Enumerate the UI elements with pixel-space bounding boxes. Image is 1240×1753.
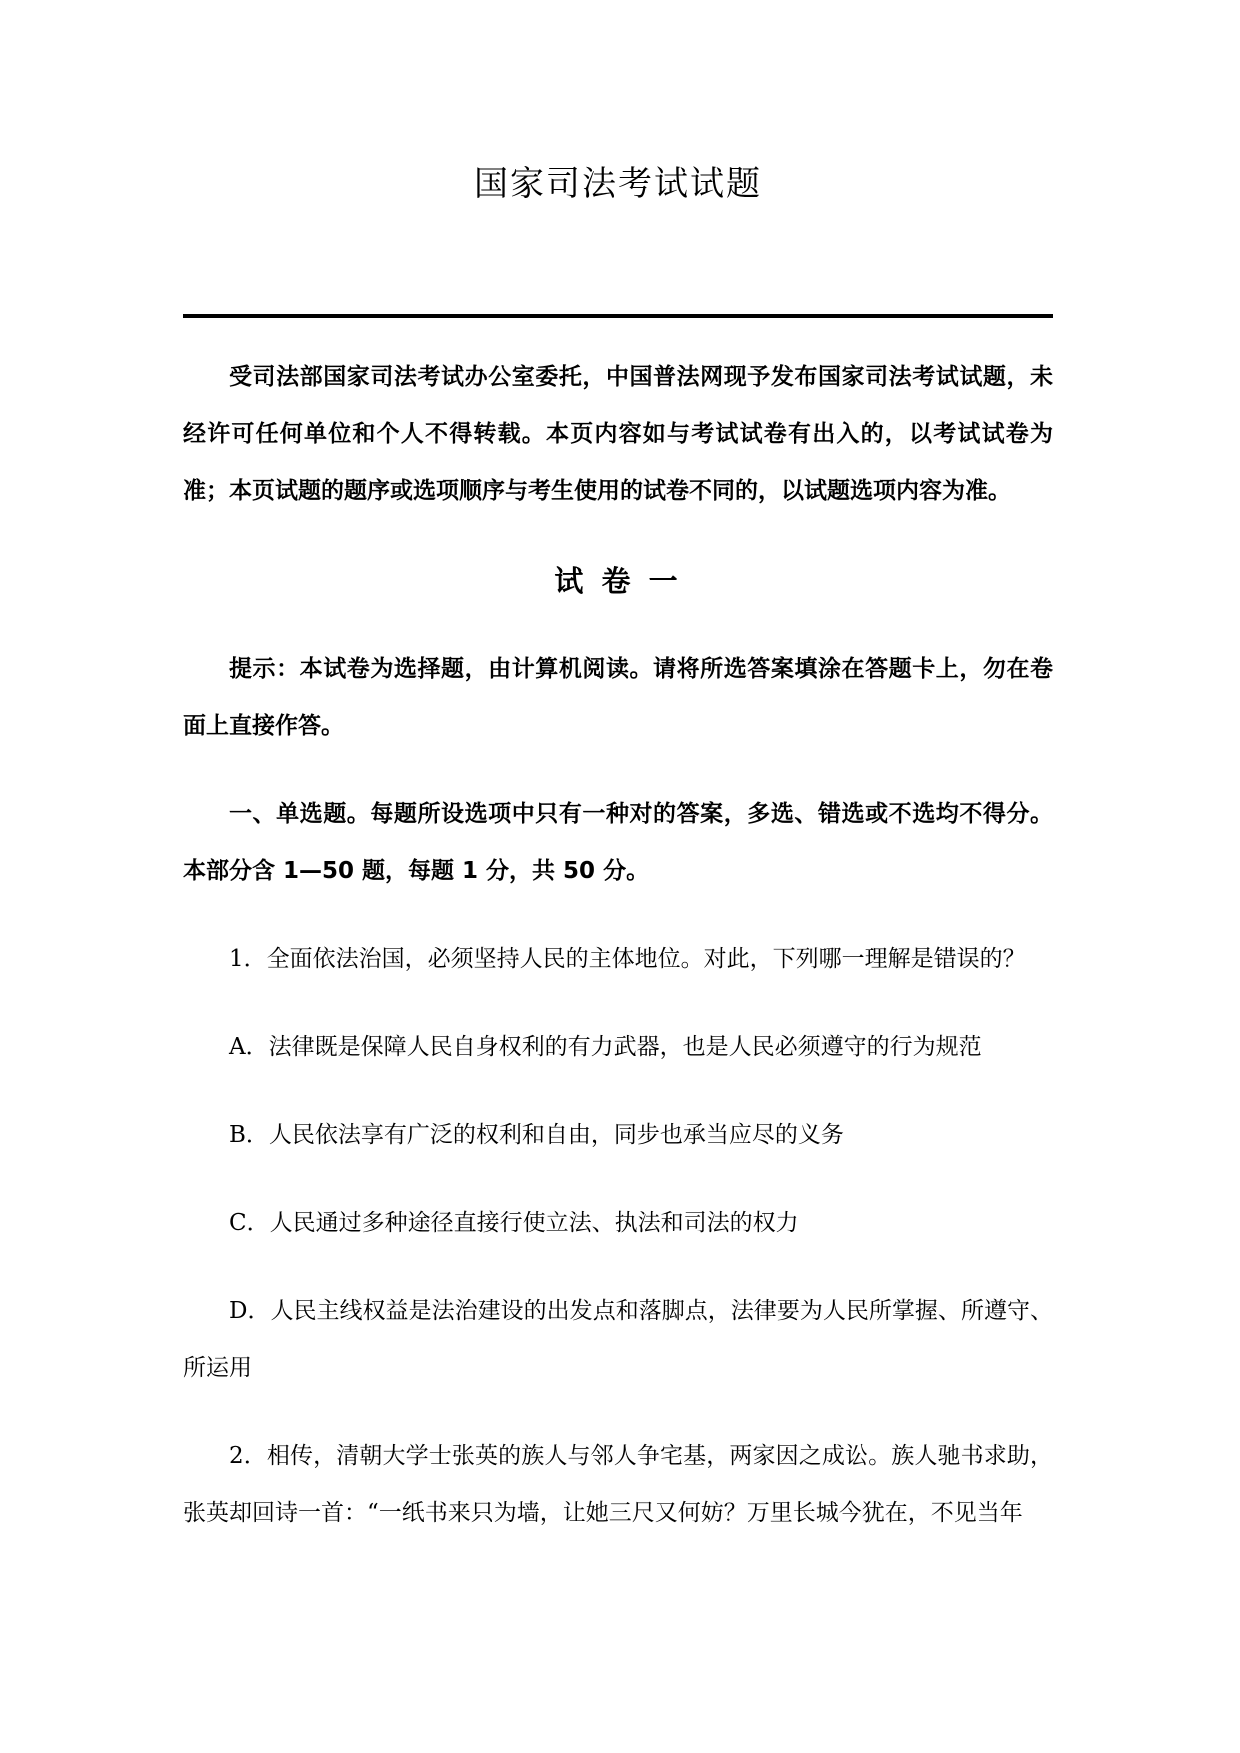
question-1-stem: 1．全面依法治国，必须坚持人民的主体地位。对此，下列哪一理解是错误的？: [229, 946, 1026, 972]
section-one-instruction: 一、单选题。每题所设选项中只有一种对的答案，多选、错选或不选均不得分。本部分含 1—50 题，每题 1 分，共 50 分。: [183, 801, 1053, 884]
question-1-option-d: D．人民主线权益是法治建设的出发点和落脚点，法律要为人民所掌握、所遵守、所运用: [183, 1298, 1053, 1381]
question-1-option-c: C．人民通过多种途径直接行使立法、执法和司法的权力: [229, 1210, 799, 1236]
document-title: 国家司法考试试题: [474, 164, 762, 204]
horizontal-rule: [183, 314, 1053, 318]
question-1-option-b: B．人民依法享有广泛的权利和自由，同步也承当应尽的义务: [229, 1122, 844, 1148]
paper-one-heading: 试 卷 一: [554, 564, 682, 598]
exam-notice-paragraph: 提示：本试卷为选择题，由计算机阅读。请将所选答案填涂在答题卡上，勿在卷面上直接作答。: [183, 656, 1053, 739]
question-2-stem: 2．相传，清朝大学士张英的族人与邻人争宅基，两家因之成讼。族人驰书求助，张英却回诗一首：“一纸书来只为墙，让她三尺又何妨？万里长城今犹在，不见当年: [183, 1443, 1053, 1526]
question-1-option-a: A．法律既是保障人民自身权利的有力武器，也是人民必须遵守的行为规范: [229, 1034, 982, 1060]
intro-paragraph: 受司法部国家司法考试办公室委托，中国普法网现予发布国家司法考试试题，未经许可任何单位和个人不得转载。本页内容如与考试试卷有出入的，以考试试卷为准；本页试题的题序或选项顺序与考生使用的试卷不同的，以试题选项内容为准。: [183, 364, 1053, 504]
